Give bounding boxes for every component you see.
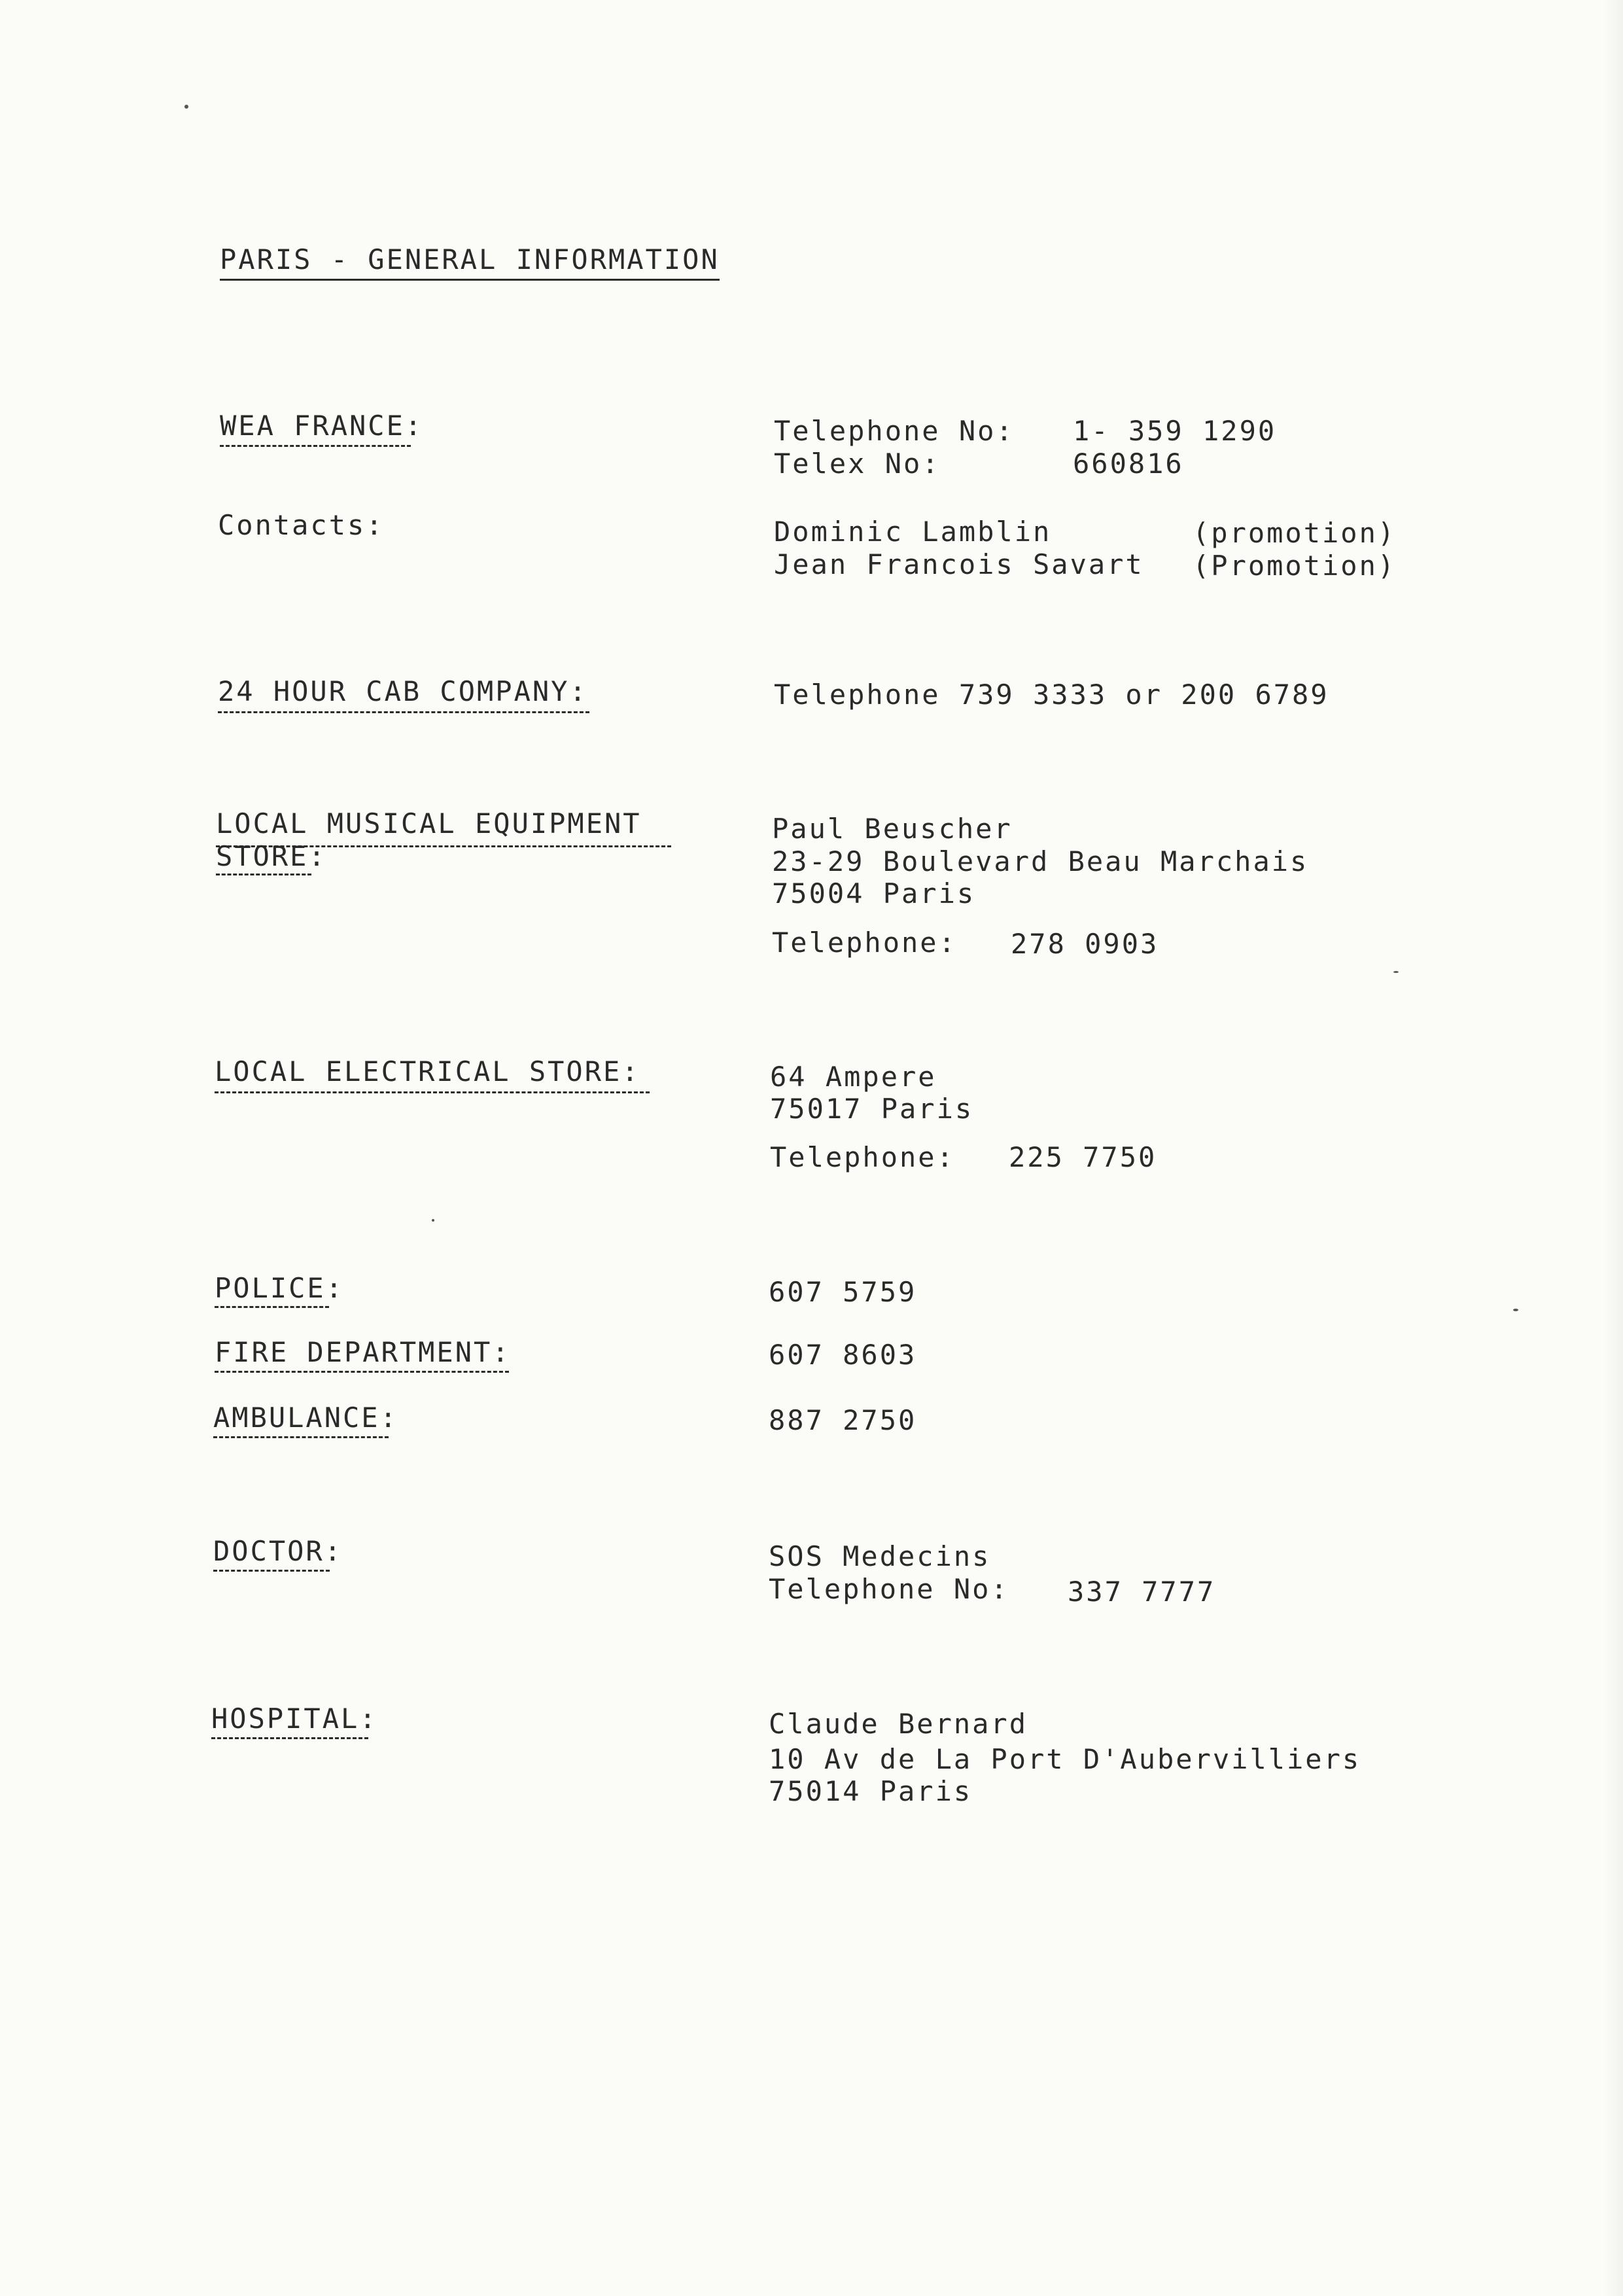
page-title: PARIS - GENERAL INFORMATION: [220, 243, 720, 281]
wea-france-heading: WEA FRANCE:: [220, 410, 424, 442]
doctor-underline: [213, 1570, 330, 1572]
police-underline: [215, 1306, 329, 1308]
contact-name-1: Dominic Lamblin: [774, 516, 1052, 548]
contacts-heading: Contacts:: [218, 509, 385, 541]
electrical-store-heading: LOCAL ELECTRICAL STORE:: [215, 1055, 640, 1087]
paper-speck: [184, 105, 188, 109]
music-store-underline-2: [216, 874, 311, 875]
contact-name-2: Jean Francois Savart: [774, 548, 1144, 580]
music-store-telephone-label: Telephone:: [772, 927, 957, 959]
wea-telex-label: Telex No:: [774, 448, 941, 480]
contact-role-1: (promotion): [1193, 517, 1397, 549]
hospital-underline: [211, 1737, 368, 1739]
wea-telephone-value: 1- 359 1290: [1073, 415, 1277, 447]
doctor-telephone-value: 337 7777: [1068, 1576, 1216, 1608]
music-store-telephone-value: 278 0903: [1011, 928, 1159, 960]
electrical-store-address-line1: 64 Ampere: [770, 1061, 937, 1093]
fire-department-heading: FIRE DEPARTMENT:: [215, 1336, 511, 1368]
ambulance-heading: AMBULANCE:: [213, 1402, 398, 1434]
contact-role-2: (Promotion): [1193, 550, 1397, 582]
wea-telephone-label: Telephone No:: [774, 415, 1015, 447]
fire-department-number: 607 8603: [769, 1339, 917, 1371]
wea-france-underline: [220, 445, 411, 447]
electrical-store-telephone-label: Telephone:: [770, 1141, 955, 1173]
paper-speck: [1513, 1309, 1518, 1311]
music-store-heading-line1: LOCAL MUSICAL EQUIPMENT: [216, 807, 642, 839]
police-number: 607 5759: [769, 1276, 917, 1308]
cab-heading: 24 HOUR CAB COMPANY:: [218, 675, 588, 707]
fire-department-underline: [215, 1371, 509, 1373]
cab-underline: [218, 711, 589, 713]
hospital-heading: HOSPITAL:: [211, 1703, 378, 1735]
hospital-address-line2: 10 Av de La Port D'Aubervilliers: [769, 1743, 1361, 1775]
page-edge-shadow: [1603, 0, 1623, 2296]
doctor-heading: DOCTOR:: [213, 1535, 343, 1567]
electrical-store-address-line2: 75017 Paris: [770, 1093, 974, 1125]
paper-speck: [432, 1219, 434, 1222]
ambulance-number: 887 2750: [769, 1404, 917, 1436]
music-store-address-line3: 75004 Paris: [772, 877, 976, 910]
music-store-address-line1: Paul Beuscher: [772, 813, 1013, 845]
hospital-address-line1: Claude Bernard: [769, 1708, 1028, 1740]
doctor-name: SOS Medecins: [769, 1540, 991, 1572]
electrical-store-telephone-value: 225 7750: [1009, 1141, 1157, 1173]
music-store-address-line2: 23-29 Boulevard Beau Marchais: [772, 845, 1309, 877]
electrical-store-underline: [215, 1091, 650, 1093]
wea-telex-value: 660816: [1073, 448, 1184, 480]
ambulance-underline: [213, 1436, 389, 1438]
music-store-heading-line2: STORE:: [216, 840, 327, 872]
doctor-telephone-label: Telephone No:: [769, 1573, 1009, 1605]
hospital-address-line3: 75014 Paris: [769, 1775, 973, 1807]
paper-speck: [1393, 971, 1399, 973]
police-heading: POLICE:: [215, 1272, 345, 1304]
cab-telephone-line: Telephone 739 3333 or 200 6789: [774, 679, 1329, 711]
